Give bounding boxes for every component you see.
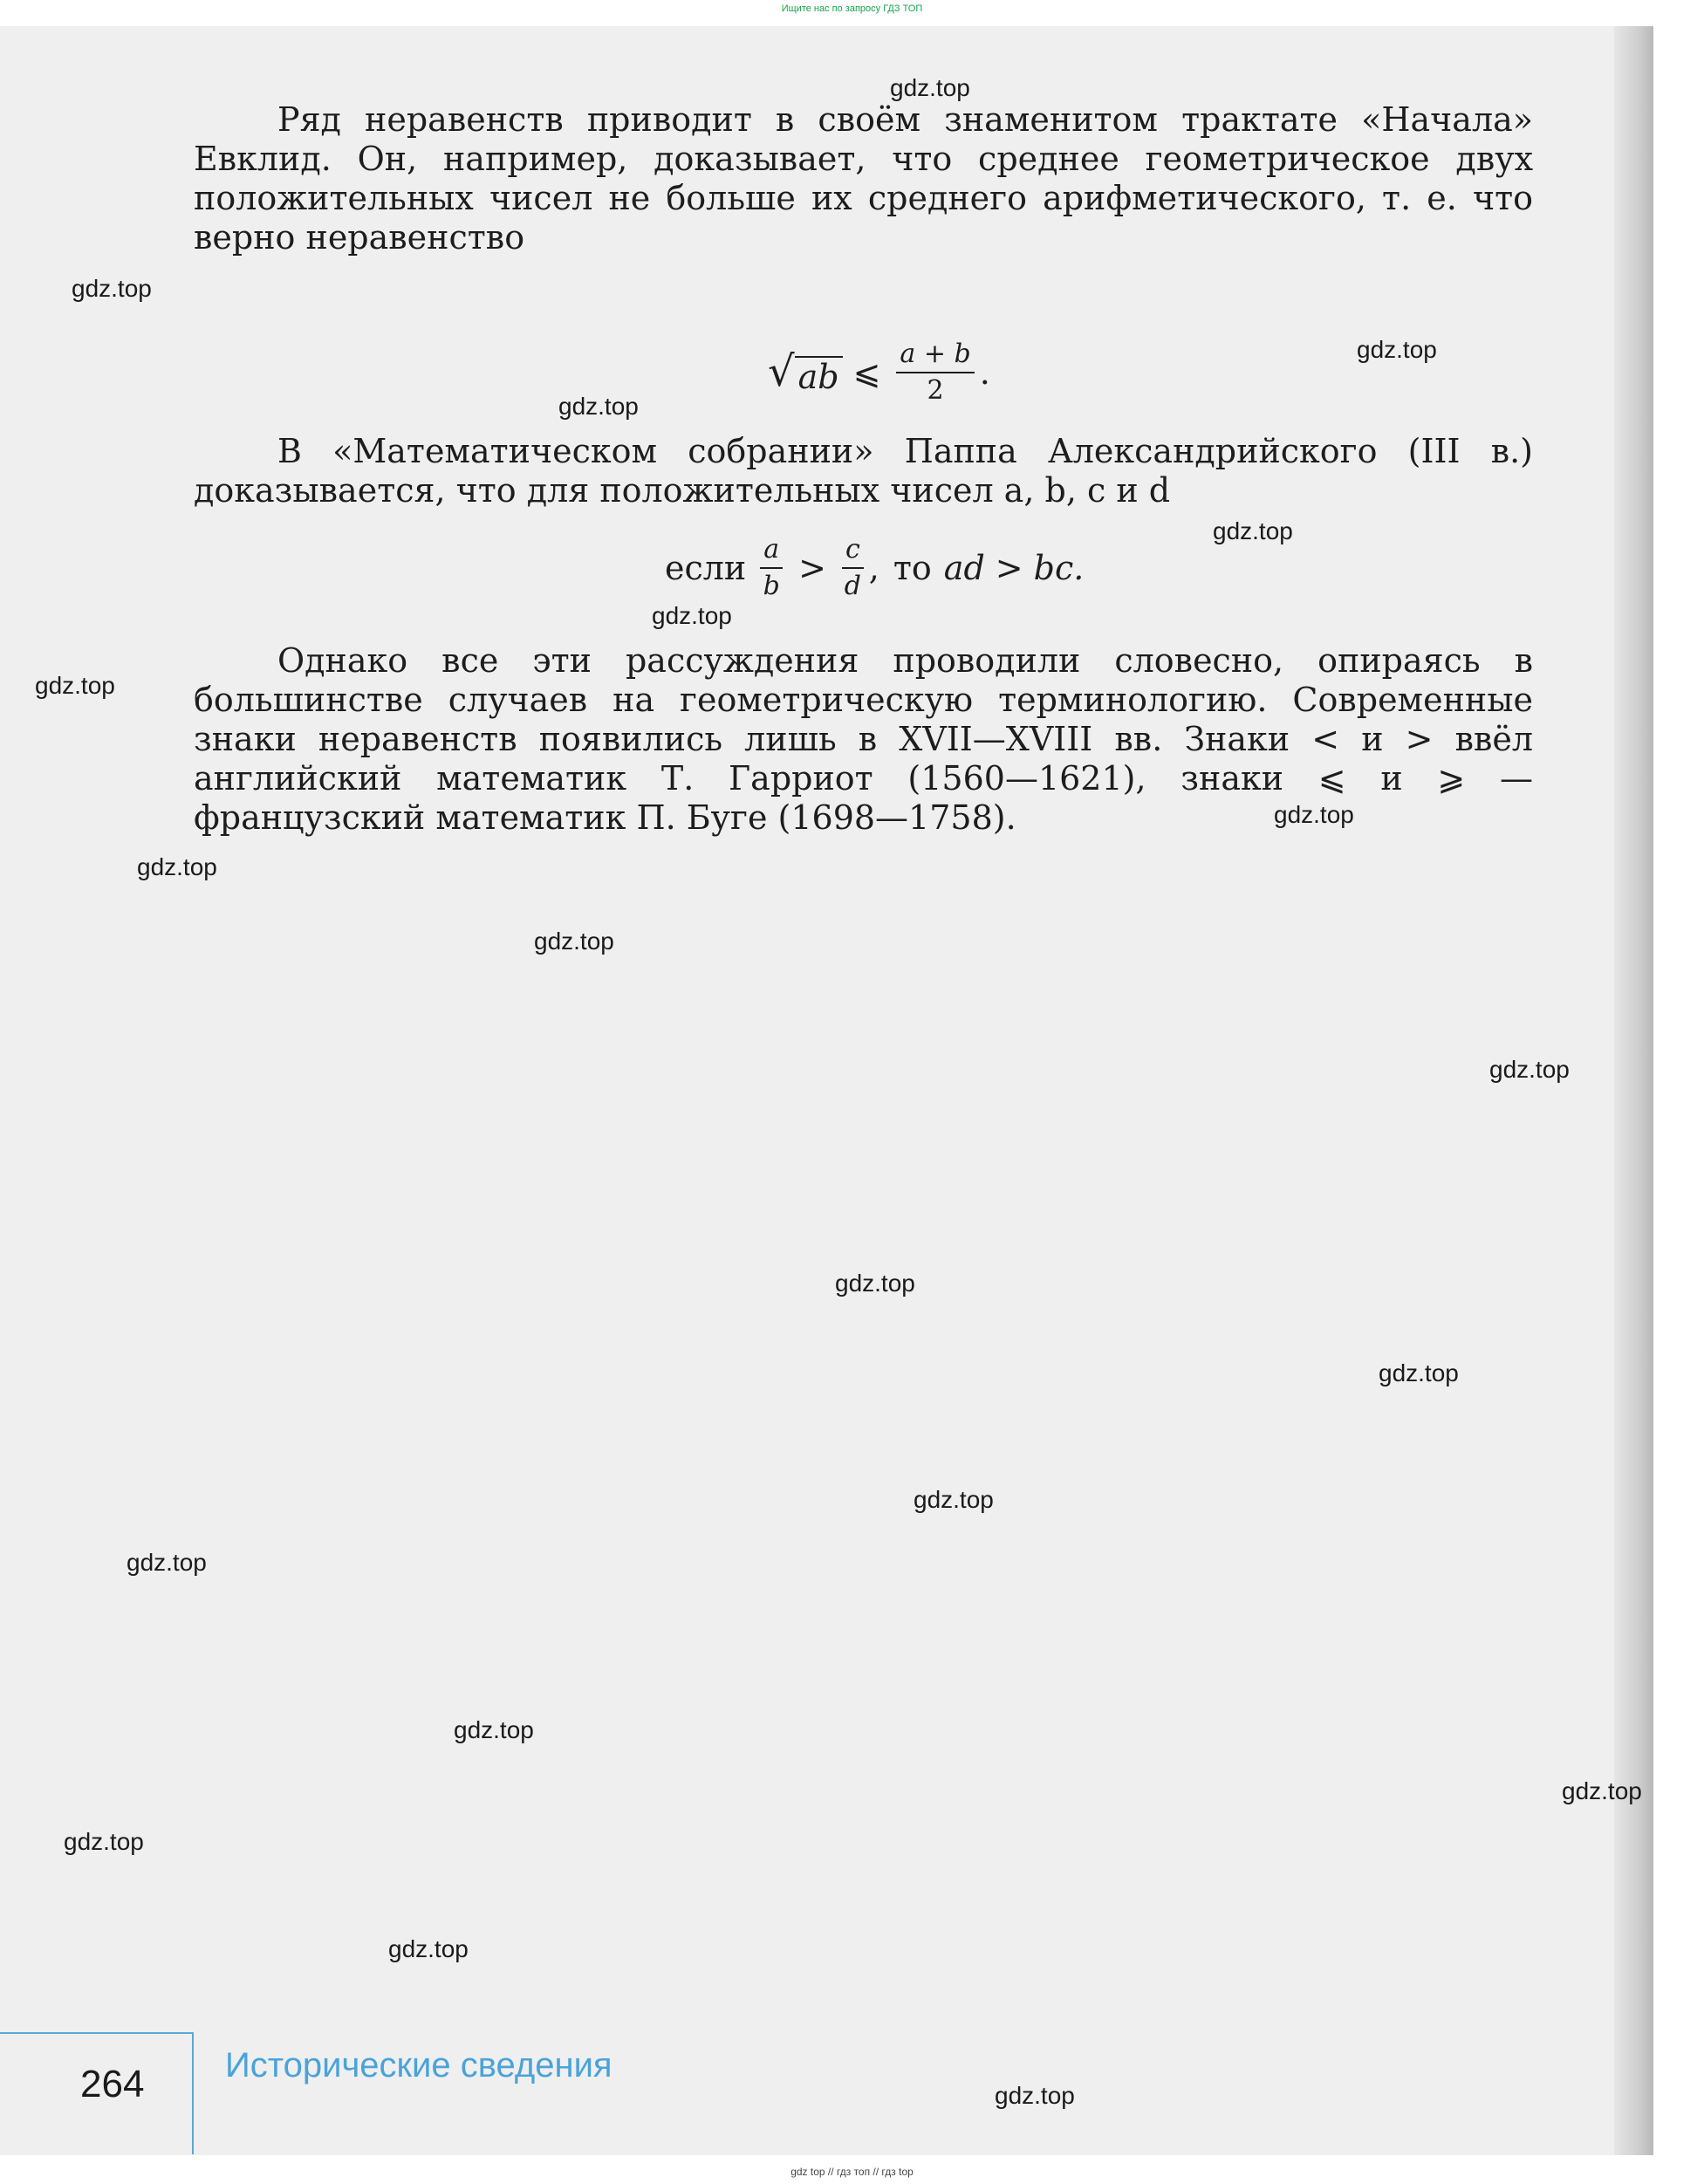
page-edge-shadow	[1614, 26, 1653, 2155]
fraction-denominator: 2	[927, 375, 944, 406]
paragraph-history-text: Однако все эти рассуждения проводили словесно, опираясь в большинстве случаев на геометрическую терминологию. Современные знаки неравенств появились лишь в XVII—XVIII вв. Знаки < и > ввёл английский математик Т. Гарриот (1560—1621), знаки ⩽ и ⩾ — французский математик П. Буге (1698—1758).	[194, 641, 1533, 837]
formula-am-gm	[768, 339, 990, 406]
watermark: gdz.top	[1562, 1777, 1642, 1804]
watermark: gdz.top	[64, 1828, 144, 1855]
radical-sign-icon: √	[768, 346, 795, 396]
fraction-denominator: d	[844, 571, 861, 601]
watermark: gdz.top	[35, 672, 115, 699]
watermark: gdz.top	[127, 1549, 207, 1576]
if-word: если	[665, 548, 747, 587]
top-banner: Ищите нас по запросу ГДЗ ТОП	[781, 3, 923, 14]
fraction-c-d	[842, 534, 864, 601]
watermark: gdz.top	[388, 1935, 469, 1962]
formula-pappus	[665, 534, 1084, 601]
fraction-a-b	[760, 534, 783, 601]
sqrt-expression	[768, 346, 843, 396]
formula-comma: ,	[868, 548, 879, 587]
watermark: gdz.top	[454, 1716, 534, 1743]
paragraph-euclid	[194, 100, 1533, 257]
watermark: gdz.top	[652, 602, 732, 629]
relation-gt-2: >	[995, 548, 1023, 587]
then-word: то	[893, 548, 932, 587]
footer-rule-horizontal	[0, 2032, 194, 2034]
relation-gt: >	[798, 548, 826, 587]
paragraph-pappus	[194, 432, 1533, 510]
fraction-denominator: b	[763, 571, 780, 601]
watermark: gdz.top	[835, 1270, 915, 1297]
radicand: ab	[795, 356, 843, 396]
watermark: gdz.top	[1489, 1056, 1570, 1083]
fraction-numerator: c	[842, 534, 864, 569]
page-number: 264	[80, 2063, 145, 2105]
relation-le: ⩽	[852, 353, 881, 392]
watermark: gdz.top	[558, 393, 639, 420]
section-title: Исторические сведения	[225, 2046, 612, 2085]
fraction-numerator: a + b	[896, 339, 974, 373]
watermark: gdz.top	[995, 2082, 1075, 2109]
watermark: gdz.top	[1357, 336, 1437, 363]
paragraph-euclid-text: Ряд неравенств приводит в своём знаменитом трактате «Начала» Евклид. Он, например, доказывает, что среднее геометрическое двух положительных чисел не больше их среднего арифметического, т. е. что верно неравенство	[194, 100, 1533, 257]
watermark: gdz.top	[1379, 1359, 1459, 1386]
watermark: gdz.top	[137, 853, 217, 880]
bottom-banner: gdz top // гдз топ // гдз top	[790, 2166, 914, 2178]
watermark: gdz.top	[534, 928, 614, 955]
watermark: gdz.top	[1213, 517, 1293, 544]
watermark: gdz.top	[1274, 801, 1354, 828]
watermark: gdz.top	[890, 74, 970, 101]
paragraph-pappus-text: В «Математическом собрании» Паппа Александрийского (III в.) доказывается, что для положительных чисел a, b, c и d	[194, 432, 1533, 510]
product-ad: ad	[943, 548, 985, 587]
fraction-mean	[896, 339, 974, 406]
watermark: gdz.top	[72, 275, 152, 302]
footer-rule-vertical	[192, 2032, 194, 2154]
fraction-numerator: a	[760, 534, 783, 569]
watermark: gdz.top	[914, 1486, 994, 1513]
formula-end: .	[979, 353, 990, 392]
product-bc: bc.	[1033, 548, 1085, 587]
